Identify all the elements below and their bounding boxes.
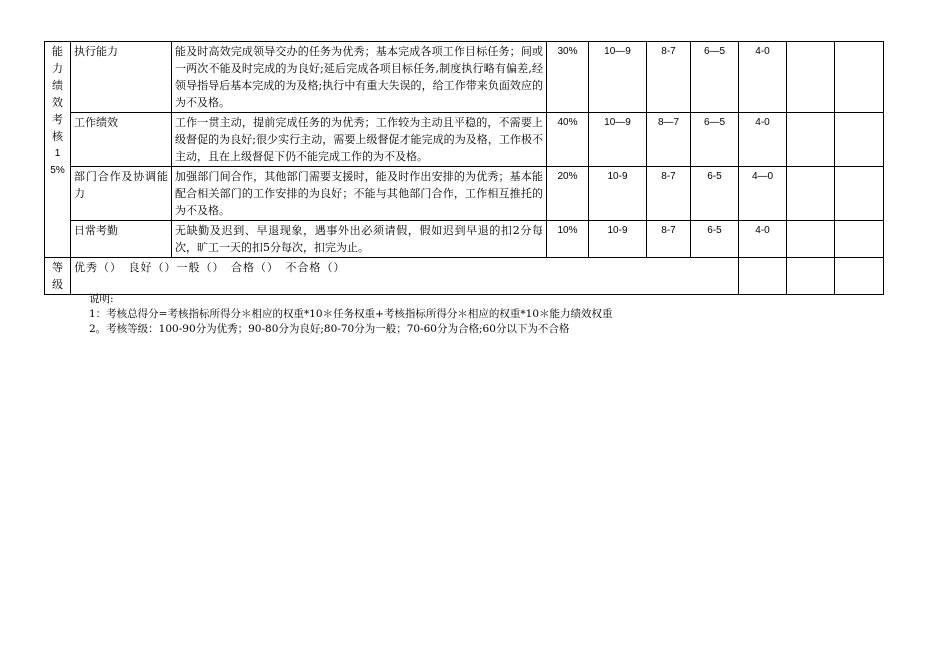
blank-cell (835, 42, 884, 113)
score-excellent: 10—9 (589, 42, 647, 113)
indicator-description: 工作一贯主动，提前完成任务的为优秀；工作较为主动且平稳的，不需要上级督促的为良好;很少实行主动，需要上级督促才能完成的为及格，工作极不主动，且在上级督促下仍不能完成工作的为不及格。 (172, 113, 547, 167)
indicator-description: 加强部门间合作，其他部门需要支援时，能及时作出安排的为优秀；基本能配合相关部门的工作安排的为良好；不能与其他部门合作，工作相互推托的为不及格。 (172, 167, 547, 221)
indicator-name: 工作绩效 (71, 113, 172, 167)
weight-cell: 40% (547, 113, 589, 167)
indicator-name: 执行能力 (71, 42, 172, 113)
score-excellent: 10-9 (589, 167, 647, 221)
blank-cell (787, 167, 835, 221)
grade-label-char: 级 (52, 278, 63, 291)
score-pass: 6-5 (691, 167, 739, 221)
table-row (45, 113, 884, 167)
category-char: 考 (52, 113, 63, 126)
blank-cell (835, 113, 884, 167)
blank-cell (787, 113, 835, 167)
score-good: 8-7 (647, 221, 691, 258)
grade-row (45, 258, 884, 295)
score-good: 8-7 (647, 42, 691, 113)
grade-label-cell (45, 258, 71, 295)
indicator-name: 部门合作及协调能力 (71, 167, 172, 221)
score-fail: 4-0 (739, 221, 787, 258)
category-cell (45, 42, 71, 258)
notes-section (89, 292, 613, 337)
table-row (45, 221, 884, 258)
score-pass: 6—5 (691, 42, 739, 113)
category-char: 效 (52, 96, 63, 109)
blank-cell (739, 258, 787, 295)
score-good: 8—7 (647, 113, 691, 167)
score-fail: 4-0 (739, 113, 787, 167)
score-pass: 6—5 (691, 113, 739, 167)
score-fail: 4—0 (739, 167, 787, 221)
indicator-description: 无缺勤及迟到、早退现象，遇事外出必须请假，假如迟到早退的扣2分每次，旷工一天的扣5分每次，扣完为止。 (172, 221, 547, 258)
grade-options: 优秀（） 良好（）一般（） 合格（） 不合格（） (71, 258, 739, 295)
notes-line-formula: 1：考核总得分=考核指标所得分＊相应的权重*10＊任务权重+考核指标所得分＊相应的权重*10＊能力绩效权重 (89, 308, 613, 320)
category-char: 力 (52, 62, 63, 75)
weight-cell: 30% (547, 42, 589, 113)
blank-cell (787, 42, 835, 113)
weight-cell: 20% (547, 167, 589, 221)
blank-cell (835, 221, 884, 258)
score-pass: 6-5 (691, 221, 739, 258)
grade-label-char: 等 (52, 261, 63, 274)
category-char: 能 (52, 45, 63, 58)
evaluation-table (44, 41, 884, 295)
category-percent: 15% (50, 148, 65, 176)
indicator-description: 能及时高效完成领导交办的任务为优秀；基本完成各项工作目标任务；间或一两次不能及时完成的为良好;延后完成各项目标任务,制度执行略有偏差,经领导指导后基本完成的为及格;执行中有重大失误的，给工作带来负面效应的为不及格。 (172, 42, 547, 113)
blank-cell (835, 167, 884, 221)
blank-cell (787, 258, 835, 295)
category-char: 绩 (52, 79, 63, 92)
indicator-name: 日常考勤 (71, 221, 172, 258)
score-excellent: 10-9 (589, 221, 647, 258)
table-row (45, 42, 884, 113)
table-row (45, 167, 884, 221)
notes-title: 说明: (89, 293, 114, 305)
category-char: 核 (52, 130, 63, 143)
notes-line-grades: 2。考核等级：100-90分为优秀；90-80分为良好;80-70分为一般；70-60分为合格;60分以下为不合格 (89, 323, 570, 335)
blank-cell (835, 258, 884, 295)
score-good: 8-7 (647, 167, 691, 221)
blank-cell (787, 221, 835, 258)
score-excellent: 10—9 (589, 113, 647, 167)
weight-cell: 10% (547, 221, 589, 258)
score-fail: 4-0 (739, 42, 787, 113)
